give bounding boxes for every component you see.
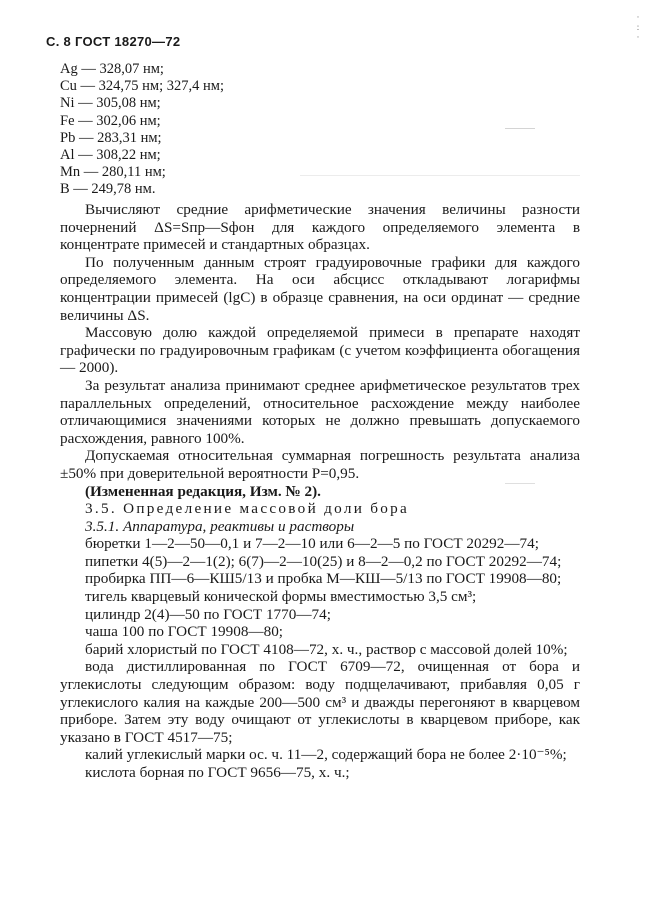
- scan-mark: · : ·: [636, 12, 640, 42]
- wavelength-line: Mn — 280,11 нм;: [60, 164, 166, 181]
- amendment-note: (Измененная редакция, Изм. № 2).: [85, 482, 321, 500]
- wavelength-line: Pb — 283,31 нм;: [60, 129, 162, 146]
- list-item: барий хлористый по ГОСТ 4108—72, х. ч., раствор с массовой долей 10%;: [85, 640, 568, 658]
- list-item: тигель кварцевый конической формы вместимостью 3,5 см³;: [85, 588, 477, 606]
- paragraph: Вычисляют средние арифметические значения величины разности почернений ΔS=Sпр—Sфон для каждого определяемого элемента в концентрате примесей и стандартных образцах.: [60, 201, 580, 254]
- wavelength-line: Cu — 324,75 нм; 327,4 нм;: [60, 78, 224, 95]
- wavelength-line: Ni — 305,08 нм;: [60, 95, 161, 112]
- section-heading: 3.5. Определение массовой доли бора: [85, 500, 410, 518]
- wavelength-line: Fe — 302,06 нм;: [60, 112, 161, 129]
- body-text: [60, 201, 580, 782]
- subsection-heading: 3.5.1. Аппаратура, реактивы и растворы: [85, 517, 355, 535]
- paragraph: Массовую долю каждой определяемой примеси в препарате находят графически по градуировочным графикам (с учетом коэффициента обогащения — 2000).: [60, 324, 580, 377]
- paragraph: Допускаемая относительная суммарная погрешность результата анализа ±50% при доверительной вероятности P=0,95.: [60, 447, 580, 482]
- list-item: вода дистиллированная по ГОСТ 6709—72, очищенная от бора и углекислоты следующим образом: воду подщелачивают, прибавляя 0,05 г углекислого калия на каждые 200—500 см³ и дважды перегоняют в кварцевом приборе. Затем эту воду очищают от углекислоты в кварцевом приборе, как указано в ГОСТ 4517—75;: [60, 658, 580, 746]
- wavelength-line: B — 249,78 нм.: [60, 181, 156, 198]
- page-header: С. 8 ГОСТ 18270—72: [46, 34, 181, 49]
- list-item: бюретки 1—2—50—0,1 и 7—2—10 или 6—2—5 по ГОСТ 20292—74;: [85, 535, 539, 553]
- wavelength-list: [60, 61, 620, 199]
- list-item: пробирка ПП—6—КШ5/13 и пробка М—КШ—5/13 по ГОСТ 19908—80;: [85, 570, 562, 588]
- list-item: кислота борная по ГОСТ 9656—75, х. ч.;: [85, 764, 350, 781]
- list-item: пипетки 4(5)—2—1(2); 6(7)—2—10(25) и 8—2—0,2 по ГОСТ 20292—74;: [85, 552, 562, 570]
- list-item: цилиндр 2(4)—50 по ГОСТ 1770—74;: [85, 605, 331, 623]
- list-item: калий углекислый марки ос. ч. 11—2, содержащий бора не более 2·10⁻⁵%;: [85, 746, 567, 764]
- paragraph: За результат анализа принимают среднее арифметическое результатов трех параллельных определений, относительное расхождение между наиболее отличающимися значениями которых не должно превышать допускаемого расхождения, равного 100%.: [60, 376, 580, 447]
- wavelength-line: Ag — 328,07 нм;: [60, 61, 164, 77]
- list-item: чаша 100 по ГОСТ 19908—80;: [85, 623, 284, 641]
- wavelength-line: Al — 308,22 нм;: [60, 147, 161, 164]
- paragraph: По полученным данным строят градуировочные графики для каждого определяемого элемента. На оси абсцисс откладывают логарифмы концентрации примесей (lgC) в образце сравнения, на оси ординат — средние величины ΔS.: [60, 253, 580, 324]
